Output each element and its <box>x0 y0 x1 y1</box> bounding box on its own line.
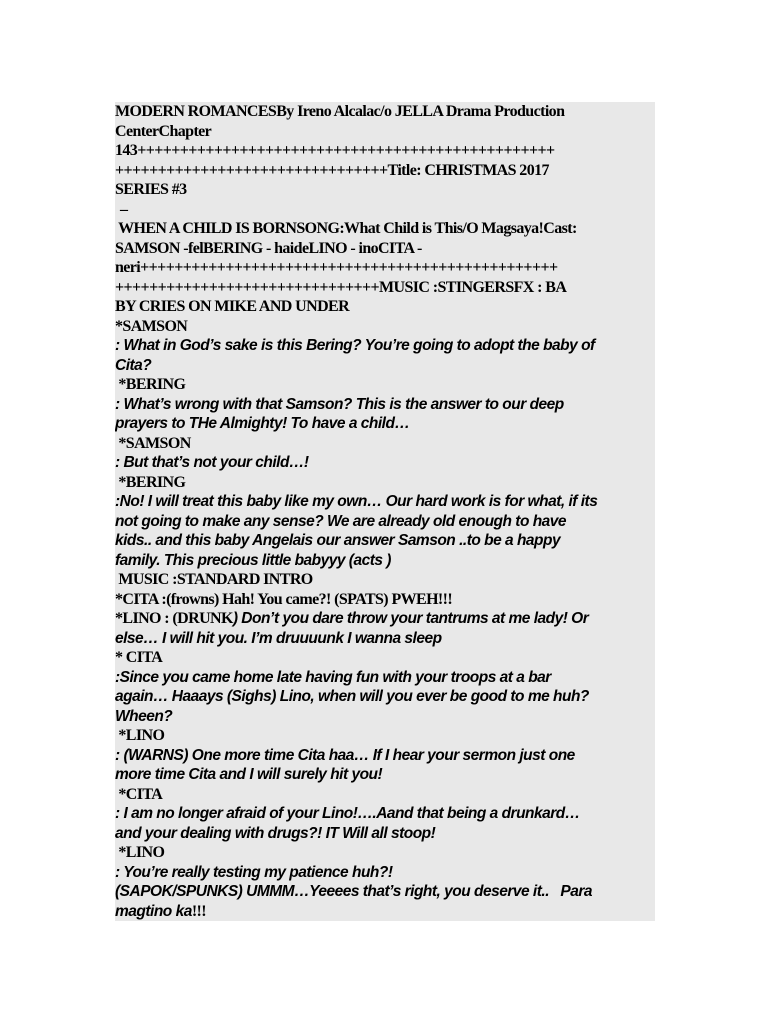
exclamation-text: !!! <box>191 902 207 920</box>
speaker-cita: * CITA <box>115 649 163 666</box>
dialogue-line: : (WARNS) One more time Cita haa… If I hear your sermon just one <box>115 746 575 764</box>
title-line: +++++++++++++++++++++++++++++++MUSIC :STINGERSFX : BA <box>115 278 567 296</box>
title-line: SERIES #3 <box>115 181 187 198</box>
dialogue-line: and your dealing with drugs?! IT Will all stoop! <box>115 824 436 842</box>
document-page <box>115 102 655 921</box>
dialogue-line: : I am no longer afraid of your Lino!….Aand that being a drunkard… <box>115 805 580 822</box>
title-line: 143+++++++++++++++++++++++++++++++++++++++++++++++++ <box>115 142 555 159</box>
title-line: neri+++++++++++++++++++++++++++++++++++++++++++++++++ <box>115 259 558 276</box>
dialogue-line: kids.. and this baby Angelais our answer Samson ..to be a happy <box>115 532 561 549</box>
title-line: SAMSON -felBERING - haideLINO - inoCITA - <box>115 239 422 257</box>
cita-action-line: *CITA :(frowns) Hah! You came?! (SPATS) PWEH!!! <box>115 590 453 608</box>
dialogue-line: family. This precious little babyyy (acts ) <box>115 551 391 569</box>
speaker-samson: *SAMSON <box>115 317 188 335</box>
dialogue-line: prayers to THe Almighty! To have a child… <box>115 415 410 432</box>
dialogue-line: :No! I will treat this baby like my own… Our hard work is for what, if its <box>115 493 598 510</box>
speaker-bering: *BERING <box>115 473 186 491</box>
dialogue-line: else… I will hit you. I’m druuuunk I wanna sleep <box>115 629 442 647</box>
dialogue-line: again… Haaays (Sighs) Lino, when will you ever be good to me huh? <box>115 688 589 705</box>
speaker-lino: *LINO <box>115 844 165 861</box>
dialogue-line: not going to make any sense? We are already old enough to have <box>115 512 567 530</box>
title-line: BY CRIES ON MIKE AND UNDER <box>115 298 350 315</box>
title-line: MODERN ROMANCESBy Ireno Alcalac/o JELLA Drama Production <box>115 103 565 120</box>
music-cue: MUSIC :STANDARD INTRO <box>115 571 313 588</box>
lino-drunk-prefix: *LINO : (DRUNK <box>115 610 233 627</box>
speaker-lino: *LINO <box>115 727 165 744</box>
dialogue-line: : What’s wrong with that Samson? This is the answer to our deep <box>115 395 564 413</box>
title-line: ++++++++++++++++++++++++++++++++Title: CHRISTMAS 2017 <box>115 161 549 179</box>
dialogue-line: (SAPOK/SPUNKS) UMMM…Yeeees that’s right, you deserve it.. Para <box>115 883 593 900</box>
dialogue-line: : What in God’s sake is this Bering? You’re going to adopt the baby of <box>115 337 595 354</box>
title-line: WHEN A CHILD IS BORNSONG:What Child is This/O Magsaya!Cast: <box>115 220 577 237</box>
dialogue-line: Cita? <box>115 356 152 374</box>
speaker-cita: *CITA <box>115 785 163 803</box>
lino-drunk-line <box>115 609 655 629</box>
dialogue-text: ) Don’t you dare throw your tantrums at me lady! Or <box>232 610 589 627</box>
closing-line <box>115 902 655 922</box>
speaker-bering: *BERING <box>115 376 186 393</box>
dialogue-line: :Since you came home late having fun with your troops at a bar <box>115 668 551 686</box>
title-line: CenterChapter <box>115 122 212 140</box>
dialogue-line: more time Cita and I will surely hit you! <box>115 766 383 783</box>
title-dash: – <box>120 200 128 218</box>
dialogue-line: : But that’s not your child…! <box>115 454 309 471</box>
speaker-samson: *SAMSON <box>115 434 191 452</box>
dialogue-line: : You’re really testing my patience huh?! <box>115 863 393 881</box>
dialogue-line: Wheen? <box>115 707 173 725</box>
dialogue-text: magtino ka <box>115 902 192 920</box>
